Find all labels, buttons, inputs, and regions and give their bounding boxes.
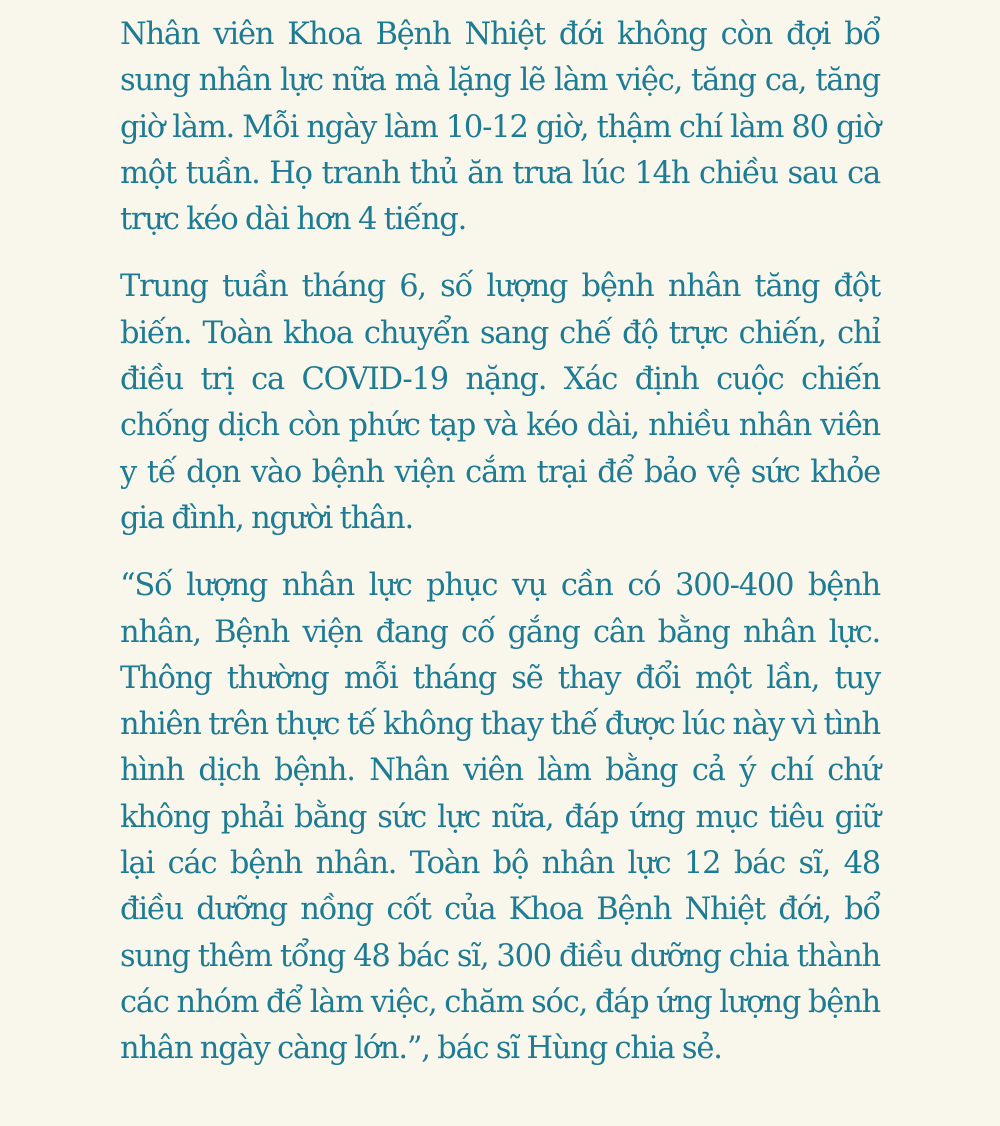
paragraph-mid-june-surge: Trung tuần tháng 6, số lượng bệnh nhân tăng đột biến. Toàn khoa chuyển sang chế độ trực chiến, chỉ điều trị ca COVID-19 nặng. Xác định cuộc chiến chống dịch còn phức tạp và kéo dài, nhiều nhân viên y tế dọn vào bệnh viện cắm trại để bảo vệ sức khỏe gia đình, người thân. [120,269,880,536]
article-body [120,12,880,1073]
paragraph-doctor-quote: “Số lượng nhân lực phục vụ cần có 300-400 bệnh nhân, Bệnh viện đang cố gắng cân bằng nhân lực. Thông thường mỗi tháng sẽ thay đổi một lần, tuy nhiên trên thực tế không thay thế được lúc này vì tình hình dịch bệnh. Nhân viên làm bằng cả ý chí chứ không phải bằng sức lực nữa, đáp ứng mục tiêu giữ lại các bệnh nhân. Toàn bộ nhân lực 12 bác sĩ, 48 điều dưỡng nồng cốt của Khoa Bệnh Nhiệt đới, bổ sung thêm tổng 48 bác sĩ, 300 điều dưỡng chia thành các nhóm để làm việc, chăm sóc, đáp ứng lượng bệnh nhân ngày càng lớn.”, bác sĩ Hùng chia sẻ. [120,568,880,1067]
paragraph-staff-overtime: Nhân viên Khoa Bệnh Nhiệt đới không còn đợi bổ sung nhân lực nữa mà lặng lẽ làm việc, tăng ca, tăng giờ làm. Mỗi ngày làm 10-12 giờ, thậm chí làm 80 giờ một tuần. Họ tranh thủ ăn trưa lúc 14h chiều sau ca trực kéo dài hơn 4 tiếng. [120,17,880,238]
